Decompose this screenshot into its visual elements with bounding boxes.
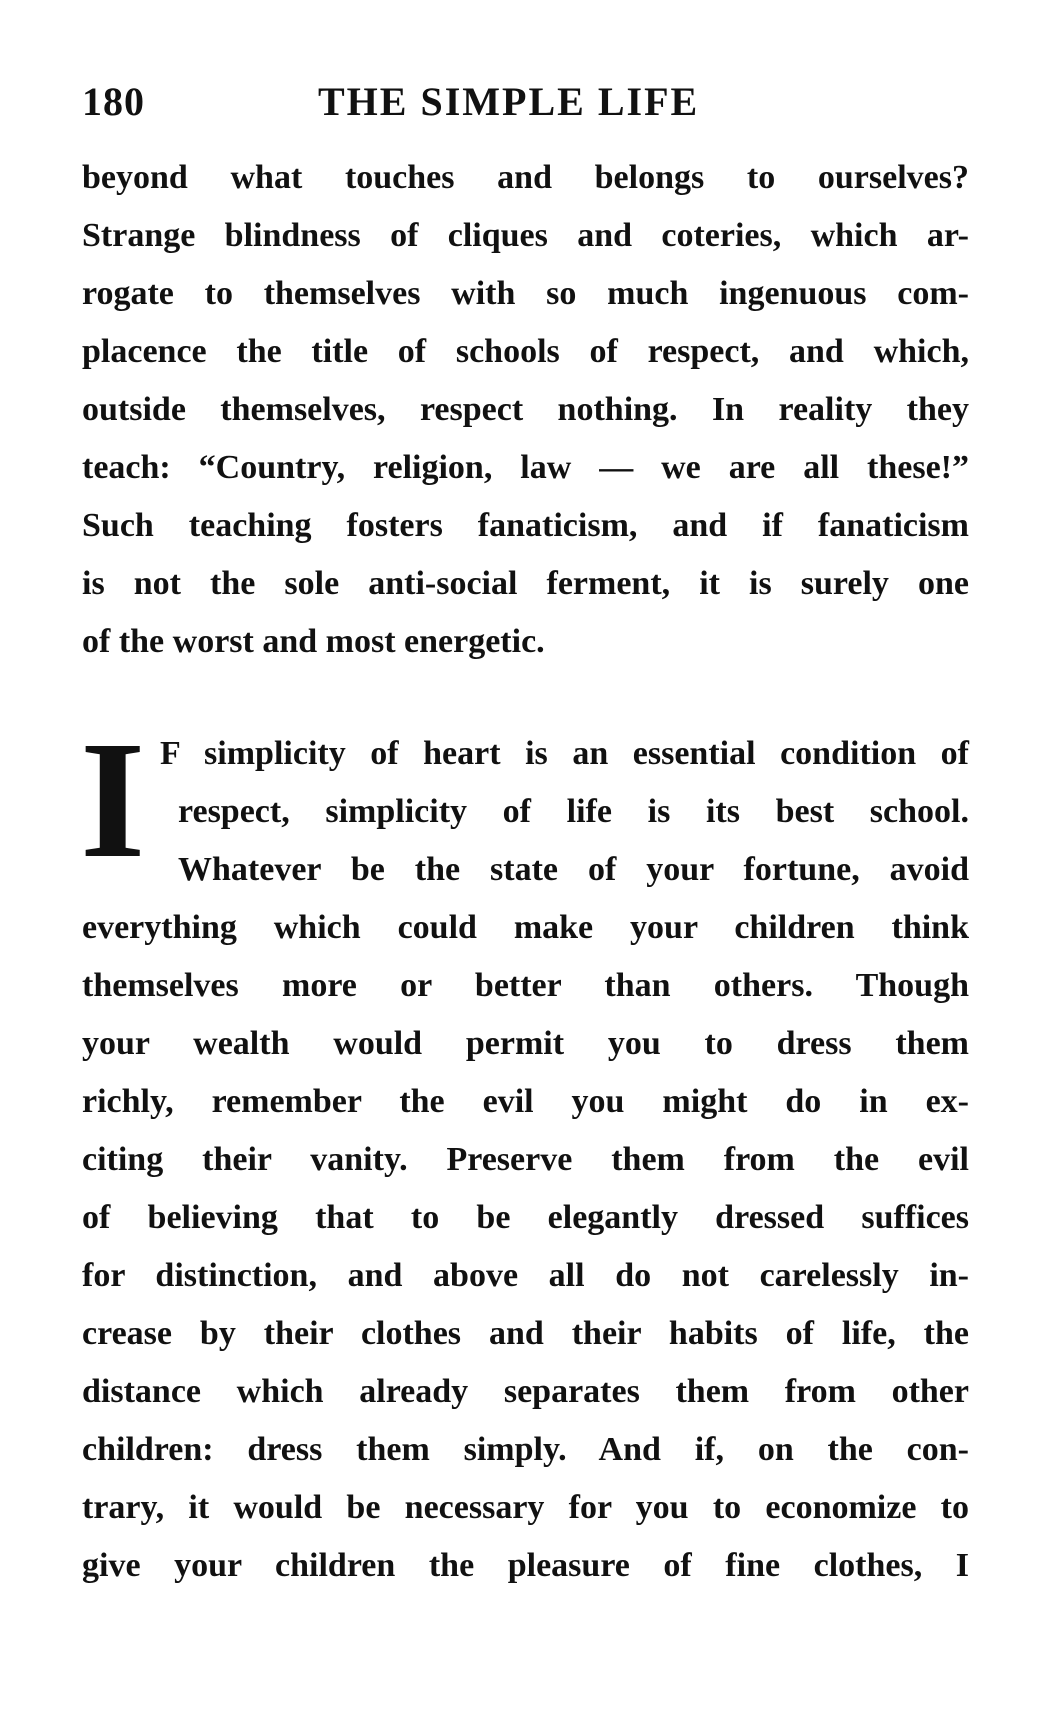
text-line: themselves more or better than others. Though <box>82 967 969 1004</box>
running-title: THE SIMPLE LIFE <box>318 79 700 124</box>
text-line: Whatever be the state of your fortune, avoid <box>178 851 969 888</box>
text-line: F simplicity of heart is an essential condition of <box>160 735 969 772</box>
text-line: children: dress them simply. And if, on the con- <box>82 1431 969 1468</box>
text-line: placence the title of schools of respect, and which, <box>82 333 969 370</box>
text-line: beyond what touches and belongs to ourselves? <box>82 159 969 196</box>
text-line: give your children the pleasure of fine clothes, I <box>82 1547 969 1584</box>
text-line: your wealth would permit you to dress them <box>82 1025 969 1062</box>
text-line: crease by their clothes and their habits of life, the <box>82 1315 969 1352</box>
text-line: rogate to themselves with so much ingenuous com- <box>82 275 969 312</box>
text-line: citing their vanity. Preserve them from the evil <box>82 1141 969 1178</box>
text-line: everything which could make your children think <box>82 909 969 946</box>
text-line: teach: “Country, religion, law — we are all these!” <box>82 449 969 486</box>
text-line: for distinction, and above all do not carelessly in- <box>82 1257 969 1294</box>
text-line: distance which already separates them from other <box>82 1373 969 1410</box>
text-line: of believing that to be elegantly dressed suffices <box>82 1199 969 1236</box>
text-line: respect, simplicity of life is its best school. <box>178 793 969 830</box>
text-line: Strange blindness of cliques and coteries, which ar- <box>82 217 969 254</box>
text-line: trary, it would be necessary for you to economize to <box>82 1489 969 1526</box>
text-line: outside themselves, respect nothing. In reality they <box>82 391 969 428</box>
drop-cap: I <box>80 707 146 893</box>
text-line: Such teaching fosters fanaticism, and if fanaticism <box>82 507 969 544</box>
text-line: is not the sole anti-social ferment, it is surely one <box>82 565 969 602</box>
page-number: 180 <box>82 79 145 124</box>
text-line: of the worst and most energetic. <box>82 623 545 660</box>
text-line: richly, remember the evil you might do in ex- <box>82 1083 969 1120</box>
